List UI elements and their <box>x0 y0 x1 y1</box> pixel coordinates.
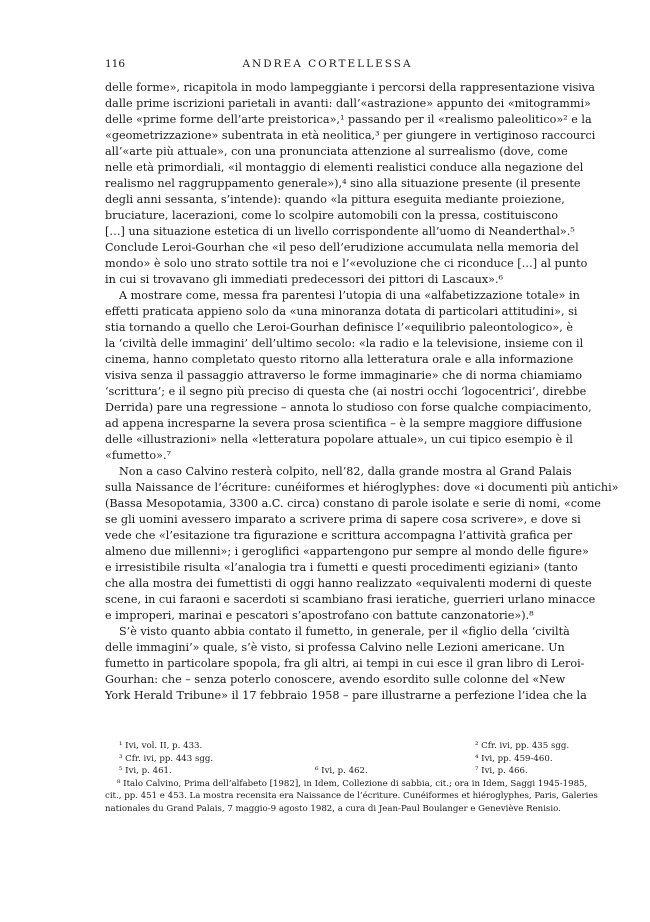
footnotes <box>105 740 598 815</box>
text-line: dalle prime iscrizioni parietali in avanti: dall’«astrazione» appunto dei «mitogrammi» <box>105 97 591 110</box>
footnote-4: ⁴ Ivi, pp. 459-460. <box>475 753 553 764</box>
text-line: degli anni sessanta, s’intende): quando «la pittura eseguita mediante proiezione, <box>105 193 565 206</box>
text-line: «fumetto».⁷ <box>105 449 172 462</box>
running-head: ANDREA CORTELLESSA <box>242 58 413 70</box>
text-line: all’«arte più attuale», con una pronunciata attenzione al surrealismo (dove, come <box>105 145 568 158</box>
text-line: visiva senza il passaggio attraverso le forme immaginarie» che di norma chiamiamo <box>105 369 583 382</box>
text-line: Conclude Leroi-Gourhan che «il peso dell’erudizione accumulata nella memoria del <box>105 241 579 254</box>
text-line: realismo nel raggruppamento generale»),⁴ sino alla situazione presente (il presente <box>105 177 581 190</box>
footnote-row <box>105 765 550 778</box>
text-line: vede che «l’esitazione tra figurazione e scrittura accompagna l’attività grafica per <box>105 529 573 542</box>
text-line: Gourhan: che – senza poterlo conoscere, avendo esordito sulle colonne del «New <box>105 673 566 686</box>
footnote-8-line: cit., pp. 451 e 453. La mostra recensita era Naissance de l’écriture. Cunéiformes et hiéroglyphes, Paris, Galeries <box>105 791 598 801</box>
text-line: che alla mostra dei fumettisti di oggi hanno realizzato «equivalenti moderni di queste <box>105 577 592 590</box>
text-line: e irresistibile risulta «l’analogia tra i fumetti e questi procedimenti egiziani» (tanto <box>105 561 578 574</box>
text-line: mondo» è solo uno strato sottile tra noi e l’«evoluzione che ci riconduce […] al punto <box>105 257 588 270</box>
footnote-8-line: ⁸ Italo Calvino, Prima dell’alfabeto [1982], in Idem, Collezione di sabbia, cit.; ora in Idem, Saggi 1945-1985, <box>117 778 588 789</box>
text-line: e improperi, marinai e pescatori s’apostrofano con battute canzonatorie»).⁸ <box>105 609 534 622</box>
text-line: in cui si trovavano gli immediati predecessori dei pittori di Lascaux».⁶ <box>105 273 504 286</box>
page-number: 116 <box>105 58 126 70</box>
footnote-2: ² Cfr. ivi, pp. 435 sgg. <box>475 741 570 751</box>
footnote-3: ³ Cfr. ivi, pp. 443 sgg. <box>119 753 214 764</box>
text-line: Derrida) pare una regressione – annota lo studioso con forse qualche compiacimento, <box>105 401 592 414</box>
footnote-row <box>105 740 570 753</box>
text-line: ad appena incresparne la severa prosa scientifica – è la sempre maggiore diffusione <box>105 417 583 430</box>
footnote-5: ⁵ Ivi, p. 461. <box>119 766 172 776</box>
text-line: effetti praticata appieno solo da «una minoranza dotata di particolari attitudini», si <box>105 305 578 318</box>
text-line: delle immagini’» quale, s’è visto, si professa Calvino nelle Lezioni americane. Un <box>105 641 565 654</box>
page-header <box>105 58 550 76</box>
text-line: ‘scrittura’; e il segno più preciso di questa che (ai nostri occhi ‘logocentrici’, direbbe <box>105 385 587 398</box>
text-line: (Bassa Mesopotamia, 3300 a.C. circa) constano di parole isolate e serie di nomi, «come <box>105 497 601 510</box>
text-line: cinema, hanno completato questo ritorno alla letteratura orale e alla informazione <box>105 353 574 366</box>
text-line: almeno due millenni»; i geroglifici «appartengono pur sempre al mondo delle figure» <box>105 545 589 558</box>
text-line: fumetto in particolare spopola, fra gli altri, ai tempi in cui esce il gran libro di Leroi- <box>105 657 585 670</box>
text-line: sulla Naissance de l’écriture: cunéiformes et hiéroglyphes: dove «i documenti più antichi» <box>105 481 619 494</box>
text-line: York Herald Tribune» il 17 febbraio 1958 – pare illustrarne a perfezione l’idea che la <box>105 689 587 702</box>
text-line: delle «prime forme dell’arte preistorica»,¹ passando per il «realismo paleolitico»² e la <box>105 113 592 126</box>
footnote-6: ⁶ Ivi, p. 462. <box>315 766 368 776</box>
text-line: delle «illustrazioni» nella «letteratura popolare attuale», un cui tipico esempio è il <box>105 433 573 446</box>
text-line: «geometrizzazione» subentrata in età neolitica,³ per giungere in vertiginoso raccourci <box>105 129 596 142</box>
text-line: […] una situazione estetica di un livello corrispondente all’uomo di Neanderthal».⁵ <box>105 225 575 238</box>
text-line: Non a caso Calvino resterà colpito, nell’82, dalla grande mostra al Grand Palais <box>119 465 572 478</box>
text-line: delle forme», ricapitola in modo lampeggiante i percorsi della rappresentazione visiva <box>105 81 595 94</box>
footnote-7: ⁷ Ivi, p. 466. <box>475 766 528 776</box>
footnote-1: ¹ Ivi, vol. II, p. 433. <box>119 741 203 751</box>
body-text <box>105 80 619 704</box>
footnote-row <box>105 753 553 766</box>
text-line: scene, in cui faraoni e sacerdoti si scambiano frasi ieratiche, guerrieri urlano minacce <box>105 593 596 606</box>
text-line: A mostrare come, messa fra parentesi l’utopia di una «alfabetizzazione totale» in <box>119 289 580 302</box>
text-line: la ‘civiltà delle immagini’ dell’ultimo secolo: «la radio e la televisione, insieme con il <box>105 337 584 350</box>
text-line: bruciature, lacerazioni, come lo scolpire automobili con la pressa, costituiscono <box>105 209 559 222</box>
text-line: stia tornando a quello che Leroi-Gourhan definisce l’«equilibrio paleontologico», è <box>105 321 573 334</box>
text-line: nelle età primordiali, «il montaggio di elementi realistici conduce alla negazione del <box>105 161 584 174</box>
footnote-8-line: nationales du Grand Palais, 7 maggio-9 agosto 1982, a cura di Jean-Paul Boulanger e Geneviève Renisio. <box>105 803 561 814</box>
text-line: se gli uomini avessero imparato a scrivere prima di sapere cosa scrivere», e dove si <box>105 513 581 526</box>
text-line: S’è visto quanto abbia contato il fumetto, in generale, per il «figlio della ‘civiltà <box>119 625 570 638</box>
